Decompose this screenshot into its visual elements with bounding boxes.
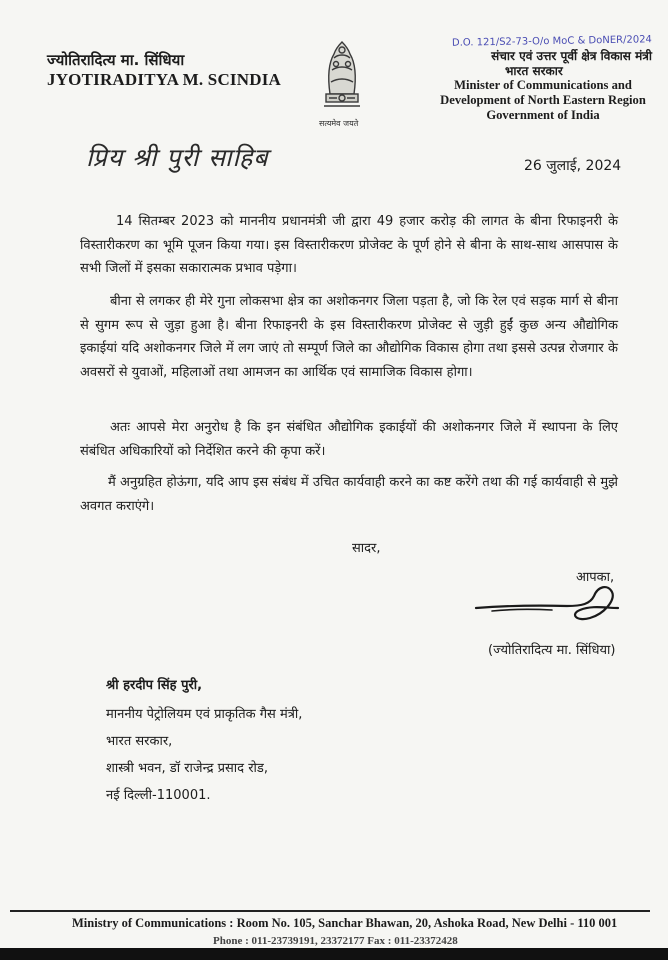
body-paragraph: अतः आपसे मेरा अनुरोध है कि इन संबंधित औद्योगिक इकाईयों की अशोकनगर जिले में स्थापना के लिए संबंधित अधिकारियों को निर्देशित करने की कृपा करें। bbox=[80, 420, 618, 459]
signature-icon bbox=[472, 578, 622, 628]
letter-date: 26 जुलाई, 2024 bbox=[524, 158, 622, 174]
addressee-city: नई दिल्ली-110001. bbox=[106, 788, 211, 803]
addressee-government: भारत सरकार, bbox=[106, 734, 173, 749]
yours-text: आपका, bbox=[576, 570, 615, 585]
addressee-building: शास्त्री भवन, डॉ राजेन्द्र प्रसाद रोड, bbox=[106, 761, 268, 776]
government-hindi: भारत सरकार bbox=[505, 64, 563, 78]
sender-name-hindi: ज्योतिरादित्य मा. सिंधिया bbox=[47, 51, 185, 69]
sender-name-english: JYOTIRADITYA M. SCINDIA bbox=[47, 70, 281, 89]
signatory-name: (ज्योतिरादित्य मा. सिंधिया) bbox=[488, 643, 616, 658]
ministry-title-english bbox=[430, 78, 656, 123]
addressee-designation: माननीय पेट्रोलियम एवं प्राकृतिक गैस मंत्री, bbox=[106, 707, 303, 722]
footer-phone-fax: Phone : 011-23739191, 23372177 Fax : 011-23372428 bbox=[213, 935, 458, 947]
ministry-title-hindi: संचार एवं उत्तर पूर्वी क्षेत्र विकास मंत्री bbox=[491, 49, 652, 63]
footer-address: Ministry of Communications : Room No. 105, Sanchar Bhawan, 20, Ashoka Road, New Delhi - 110 001 bbox=[72, 916, 618, 930]
emblem-motto: सत्यमेव जयते bbox=[319, 119, 359, 128]
government-english: Government of India bbox=[486, 108, 600, 122]
body-paragraph: मैं अनुग्रहित होऊंगा, यदि आप इस संबंध में उचित कार्यवाही करने का कष्ट करेंगे तथा की गई कार्यवाही से मुझे अवगत कराएंगे। bbox=[80, 475, 618, 514]
handwritten-salutation: प्रिय श्री पुरी साहिब bbox=[86, 143, 269, 172]
reference-number: D.O. 121/S2-73-O/o MoC & DoNER/2024 bbox=[451, 34, 652, 49]
footer-divider bbox=[10, 910, 650, 912]
body-paragraph: 14 सितम्बर 2023 को माननीय प्रधानमंत्री जी द्वारा 49 हजार करोड़ की लागत के बीना रिफाइनरी के विस्तारीकरण का भूमि पूजन किया गया। इस विस्तारीकरण प्रोजेक्ट के पूर्ण होने से बीना के साथ-साथ आसपास के सभी जिलों में इसका सकारात्मक प्रभाव पड़ेगा। bbox=[80, 214, 618, 276]
addressee-name: श्री हरदीप सिंह पुरी, bbox=[106, 678, 203, 693]
closing-text: सादर, bbox=[352, 541, 381, 556]
ministry-english-line2: Development of North Eastern Region bbox=[440, 93, 646, 107]
screen-bottom-bar bbox=[0, 948, 668, 960]
ministry-english-line1: Minister of Communications and bbox=[454, 78, 632, 92]
national-emblem-icon bbox=[316, 30, 368, 130]
body-paragraph: बीना से लगकर ही मेरे गुना लोकसभा क्षेत्र का अशोकनगर जिला पड़ता है, जो कि रेल एवं सड़क मार्ग से बीना से सुगम रूप से जुड़ा हुआ है। बीना रिफाइनरी के इस विस्तारीकरण प्रोजेक्ट से जुड़ी हुईं कुछ अन्य औद्योगिक इकाईयां यदि अशोकनगर जिले में लग जाएं तो सम्पूर्ण जिले का औद्योगिक विकास होगा तथा इससे उत्पन्न रोजगार के अवसरों से युवाओं, महिलाओं तथा आमजन का आर्थिक एवं सामाजिक विकास होगा। bbox=[80, 294, 618, 380]
